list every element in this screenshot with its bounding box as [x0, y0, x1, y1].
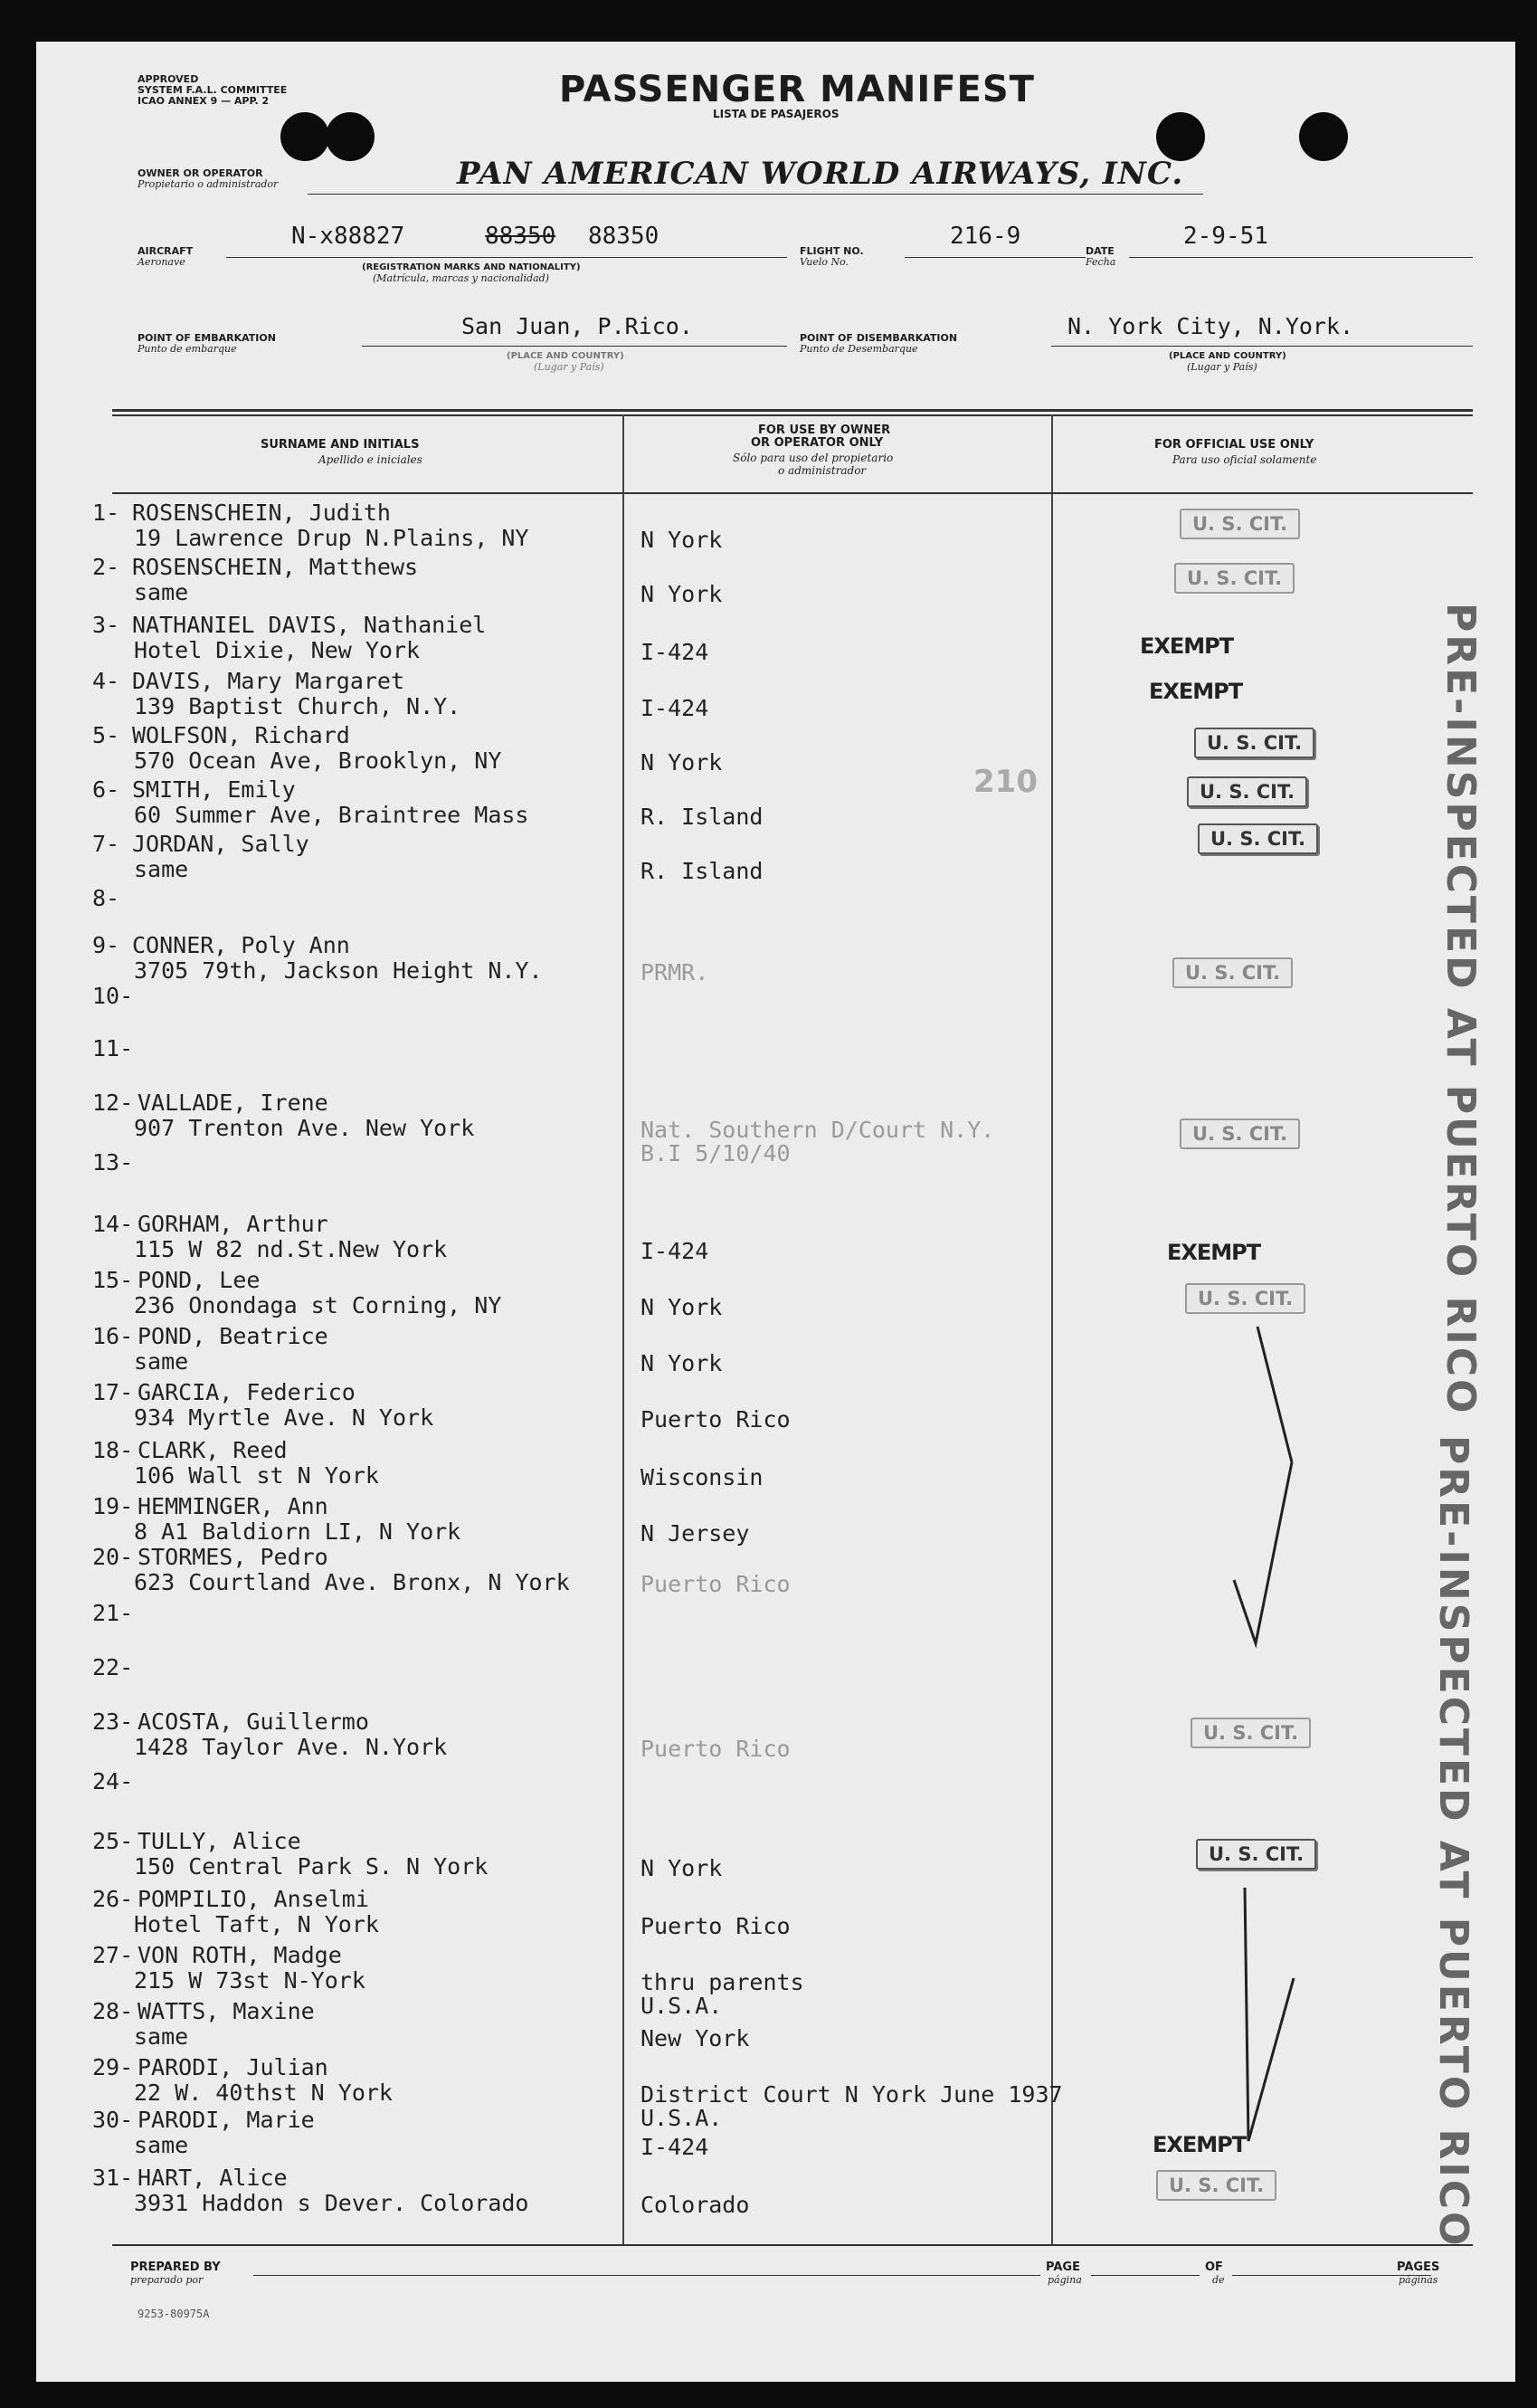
us-cit-stamp: U. S. CIT. [1196, 1839, 1316, 1870]
disembark-label-es: Punto de Desembarque [800, 343, 918, 355]
column-divider-1 [622, 414, 624, 2244]
row-number: 13- [92, 1149, 134, 1175]
aircraft-number: 88350 [588, 223, 659, 250]
flight-label: FLIGHT NO. [800, 245, 864, 257]
prepared-by-label-es: preparado por [130, 2274, 204, 2286]
passenger-name: TULLY, Alice [138, 1828, 301, 1854]
row-number: 31- [92, 2165, 134, 2191]
operator-note: Puerto Rico [640, 1571, 791, 1597]
owner-underline [308, 194, 1203, 195]
row-number: 23- [92, 1708, 134, 1735]
row-number: 25- [92, 1828, 134, 1854]
row-number: 21- [92, 1600, 134, 1626]
official-column-header-es: Para uso oficial solamente [1172, 453, 1317, 466]
embark-place-label-es: (Lugar y País) [534, 361, 604, 373]
punch-hole-left-1 [280, 112, 329, 161]
operator-note: R. Island [640, 858, 764, 884]
us-cit-stamp: U. S. CIT. [1191, 1718, 1311, 1748]
passenger-name: VALLADE, Irene [138, 1090, 328, 1116]
passenger-address: 115 W 82 nd.St.New York [134, 1236, 448, 1262]
operator-note: Wisconsin [640, 1464, 764, 1490]
airline-name: PAN AMERICAN WORLD AIRWAYS, INC. [457, 156, 1184, 192]
official-column-header: FOR OFFICIAL USE ONLY [1154, 438, 1314, 452]
of-label: OF [1205, 2260, 1223, 2274]
operator-note: PRMR. [640, 959, 709, 985]
page-label: PAGE [1046, 2260, 1080, 2274]
name-column-header-es: Apellido e iniciales [318, 453, 422, 466]
page-title: PASSENGER MANIFEST [559, 69, 1035, 110]
row-number: 8- [92, 885, 120, 911]
operator-note-line-2: B.I 5/10/40 [640, 1140, 791, 1166]
passenger-name: GORHAM, Arthur [138, 1211, 328, 1237]
passenger-address: same [134, 579, 189, 605]
row-number: 15- [92, 1267, 134, 1293]
disembark-underline [1051, 346, 1473, 347]
passenger-name: ROSENSCHEIN, Matthews [132, 554, 419, 580]
passenger-address: 106 Wall st N York [134, 1462, 379, 1489]
operator-note: N York [640, 1855, 723, 1881]
operator-note: I-424 [640, 695, 709, 721]
row-number: 2- [92, 554, 120, 580]
passenger-address: 139 Baptist Church, N.Y. [134, 693, 461, 719]
embark-label-es: Punto de embarque [138, 343, 237, 355]
table-bottom-rule [112, 2244, 1473, 2246]
operator-note: Colorado [640, 2192, 750, 2218]
row-number: 30- [92, 2107, 134, 2133]
disembark-place-label-es: (Lugar y País) [1187, 361, 1257, 373]
owner-column-header-2: OR OPERATOR ONLY [751, 436, 884, 450]
row-number: 4- [92, 668, 120, 694]
header-bottom-rule [112, 492, 1473, 494]
passenger-address: Hotel Dixie, New York [134, 637, 421, 663]
exempt-stamp: EXEMPT [1140, 633, 1234, 659]
passenger-address: same [134, 856, 189, 882]
passenger-address: 150 Central Park S. N York [134, 1853, 489, 1880]
row-number: 11- [92, 1035, 134, 1061]
prepared-by-underline [253, 2275, 1040, 2276]
passenger-name: NATHANIEL DAVIS, Nathaniel [132, 612, 487, 638]
passenger-name: JORDAN, Sally [132, 831, 309, 857]
row-number: 27- [92, 1942, 134, 1968]
row-number: 16- [92, 1323, 134, 1349]
disembark-value: N. York City, N.York. [1067, 313, 1354, 339]
page-label-es: página [1048, 2274, 1082, 2286]
passenger-name: PARODI, Julian [138, 2054, 328, 2080]
us-cit-stamp: U. S. CIT. [1180, 509, 1300, 539]
operator-note: Puerto Rico [640, 1736, 791, 1762]
row-number: 22- [92, 1654, 134, 1680]
us-cit-stamp: U. S. CIT. [1174, 563, 1295, 594]
passenger-address: 623 Courtland Ave. Bronx, N York [134, 1569, 570, 1595]
embark-label: POINT OF EMBARKATION [138, 332, 276, 344]
row-number: 26- [92, 1886, 134, 1912]
row-number: 7- [92, 831, 120, 857]
check-mark [1221, 1309, 1303, 1689]
passenger-address: Hotel Taft, N York [134, 1911, 379, 1937]
exempt-stamp: EXEMPT [1167, 1240, 1261, 1265]
operator-note: I-424 [640, 1238, 709, 1264]
row-number: 10- [92, 983, 134, 1009]
page-underline [1091, 2275, 1200, 2276]
pages-label: PAGES [1397, 2260, 1440, 2274]
operator-note: R. Island [640, 804, 764, 830]
operator-note: N Jersey [640, 1520, 750, 1547]
row-number: 24- [92, 1768, 134, 1794]
operator-note-line-2: U.S.A. [640, 1993, 723, 2019]
passenger-name: PARODI, Marie [138, 2107, 315, 2133]
date-underline [1129, 257, 1473, 258]
table-top-rule-2 [112, 414, 1473, 416]
passenger-address: 236 Onondaga st Corning, NY [134, 1292, 502, 1318]
of-label-es: de [1212, 2274, 1225, 2286]
passenger-address: 19 Lawrence Drup N.Plains, NY [134, 525, 529, 551]
disembark-label: POINT OF DISEMBARKATION [800, 332, 958, 344]
embark-underline [362, 346, 787, 347]
punch-hole-right-1 [1156, 112, 1205, 161]
passenger-address: 3931 Haddon s Dever. Colorado [134, 2190, 529, 2216]
form-number: 9253-80975A [138, 2308, 210, 2320]
operator-note: I-424 [640, 639, 709, 665]
operator-note: I-424 [640, 2134, 709, 2160]
operator-note: Nat. Southern D/Court N.Y. [640, 1117, 995, 1143]
punch-hole-left-2 [326, 112, 375, 161]
passenger-name: HART, Alice [138, 2165, 288, 2191]
pages-label-es: páginas [1399, 2274, 1438, 2286]
row-number: 12- [92, 1090, 134, 1116]
table-top-rule [112, 409, 1473, 412]
us-cit-stamp: U. S. CIT. [1185, 1283, 1305, 1314]
aircraft-label: AIRCRAFT [138, 245, 194, 257]
passenger-name: HEMMINGER, Ann [138, 1493, 328, 1519]
us-cit-stamp: U. S. CIT. [1180, 1118, 1300, 1149]
operator-note: N York [640, 581, 723, 607]
approved-block [138, 74, 287, 107]
passenger-name: WOLFSON, Richard [132, 722, 350, 748]
passenger-name: POMPILIO, Anselmi [138, 1886, 369, 1912]
approved-line: ICAO ANNEX 9 — APP. 2 [138, 95, 270, 107]
passenger-name: POND, Lee [138, 1267, 261, 1293]
operator-note: N York [640, 527, 723, 553]
name-column-header: SURNAME AND INITIALS [261, 438, 420, 452]
row-number: 1- [92, 500, 120, 526]
exempt-stamp: EXEMPT [1149, 679, 1243, 704]
date-value: 2-9-51 [1183, 223, 1268, 250]
approved-line: APPROVED [138, 73, 199, 85]
passenger-address: 570 Ocean Ave, Brooklyn, NY [134, 747, 502, 774]
passenger-name: STORMES, Pedro [138, 1544, 328, 1570]
aircraft-value: N-x88827 [291, 223, 405, 250]
exempt-stamp: EXEMPT [1153, 2132, 1247, 2157]
operator-note: Puerto Rico [640, 1406, 791, 1432]
passenger-address: 907 Trenton Ave. New York [134, 1115, 475, 1141]
check-mark [1239, 1870, 1303, 2168]
passenger-name: CLARK, Reed [138, 1437, 288, 1463]
passenger-address: 934 Myrtle Ave. N York [134, 1404, 434, 1431]
row-number: 18- [92, 1437, 134, 1463]
flight-value: 216-9 [950, 223, 1021, 250]
operator-note: N York [640, 1350, 723, 1376]
passenger-address: same [134, 2023, 189, 2050]
passenger-address: 3705 79th, Jackson Height N.Y. [134, 957, 543, 984]
us-cit-stamp: U. S. CIT. [1187, 776, 1307, 807]
row-number: 19- [92, 1493, 134, 1519]
date-label: DATE [1086, 245, 1115, 257]
operator-note-line-2: U.S.A. [640, 2105, 723, 2131]
aircraft-underline [226, 257, 787, 258]
passenger-name: WATTS, Maxine [138, 1998, 315, 2024]
punch-hole-right-2 [1299, 112, 1348, 161]
owner-column-header-es-2: o administrador [778, 464, 867, 477]
operator-note: N York [640, 1294, 723, 1320]
operator-note: thru parents [640, 1969, 804, 1995]
passenger-address: same [134, 2132, 189, 2158]
operator-note: New York [640, 2025, 750, 2051]
aircraft-struck: 88350 [485, 223, 556, 250]
embark-place-label: (PLACE AND COUNTRY) [507, 351, 624, 361]
owner-column-header-es-1: Sólo para uso del propietario [733, 452, 894, 464]
registration-label-es: (Matrícula, marcas y nacionalidad) [373, 272, 549, 284]
registration-label: (REGISTRATION MARKS AND NATIONALITY) [362, 262, 581, 272]
flight-label-es: Vuelo No. [800, 256, 849, 268]
us-cit-stamp: U. S. CIT. [1172, 957, 1293, 988]
passenger-name: SMITH, Emily [132, 776, 296, 803]
row-number: 5- [92, 722, 120, 748]
us-cit-stamp: U. S. CIT. [1198, 823, 1318, 854]
passenger-name: ACOSTA, Guillermo [138, 1708, 369, 1735]
operator-note: District Court N York June 1937 [640, 2081, 1063, 2108]
row-number: 3- [92, 612, 120, 638]
flight-underline [905, 257, 1086, 258]
us-cit-stamp: U. S. CIT. [1194, 728, 1314, 758]
passenger-address: 215 W 73st N-York [134, 1967, 365, 1994]
row-number: 17- [92, 1379, 134, 1405]
passenger-name: CONNER, Poly Ann [132, 932, 350, 958]
row-number: 29- [92, 2054, 134, 2080]
operator-note: Puerto Rico [640, 1913, 791, 1939]
approved-line: SYSTEM F.A.L. COMMITTEE [138, 84, 288, 96]
passenger-address: 22 W. 40thst N York [134, 2080, 393, 2106]
us-cit-stamp: U. S. CIT. [1156, 2170, 1276, 2201]
manifest-page [36, 42, 1515, 2382]
passenger-name: VON ROTH, Madge [138, 1942, 342, 1968]
passenger-address: 1428 Taylor Ave. N.York [134, 1734, 448, 1760]
disembark-place-label: (PLACE AND COUNTRY) [1169, 351, 1286, 361]
embark-value: San Juan, P.Rico. [461, 313, 693, 339]
passenger-name: GARCIA, Federico [138, 1379, 356, 1405]
passenger-name: ROSENSCHEIN, Judith [132, 500, 391, 526]
passenger-address: 60 Summer Ave, Braintree Mass [134, 802, 529, 828]
owner-column-header-1: FOR USE BY OWNER [758, 424, 891, 437]
aircraft-label-es: Aeronave [138, 256, 185, 268]
page-title-es: LISTA DE PASAJEROS [713, 108, 840, 120]
passenger-name: POND, Beatrice [138, 1323, 328, 1349]
row-number: 9- [92, 932, 120, 958]
row-number: 14- [92, 1211, 134, 1237]
pre-inspected-stamp: PRE-INSPECTED AT PUERTO RICO [1430, 1435, 1476, 2249]
owner-label-es: Propietario o administrador [138, 178, 279, 190]
margin-number: 210 [973, 764, 1038, 800]
prepared-by-label: PREPARED BY [130, 2260, 221, 2274]
row-number: 6- [92, 776, 120, 803]
pre-inspected-stamp: PRE-INSPECTED AT PUERTO RICO [1437, 603, 1484, 1416]
owner-label: OWNER OR OPERATOR [138, 167, 263, 179]
column-divider-2 [1051, 414, 1053, 2244]
passenger-address: same [134, 1348, 189, 1375]
operator-note: N York [640, 749, 723, 776]
passenger-name: DAVIS, Mary Margaret [132, 668, 405, 694]
passenger-address: 8 A1 Baldiorn LI, N York [134, 1518, 461, 1545]
row-number: 20- [92, 1544, 134, 1570]
date-label-es: Fecha [1086, 256, 1116, 268]
row-number: 28- [92, 1998, 134, 2024]
